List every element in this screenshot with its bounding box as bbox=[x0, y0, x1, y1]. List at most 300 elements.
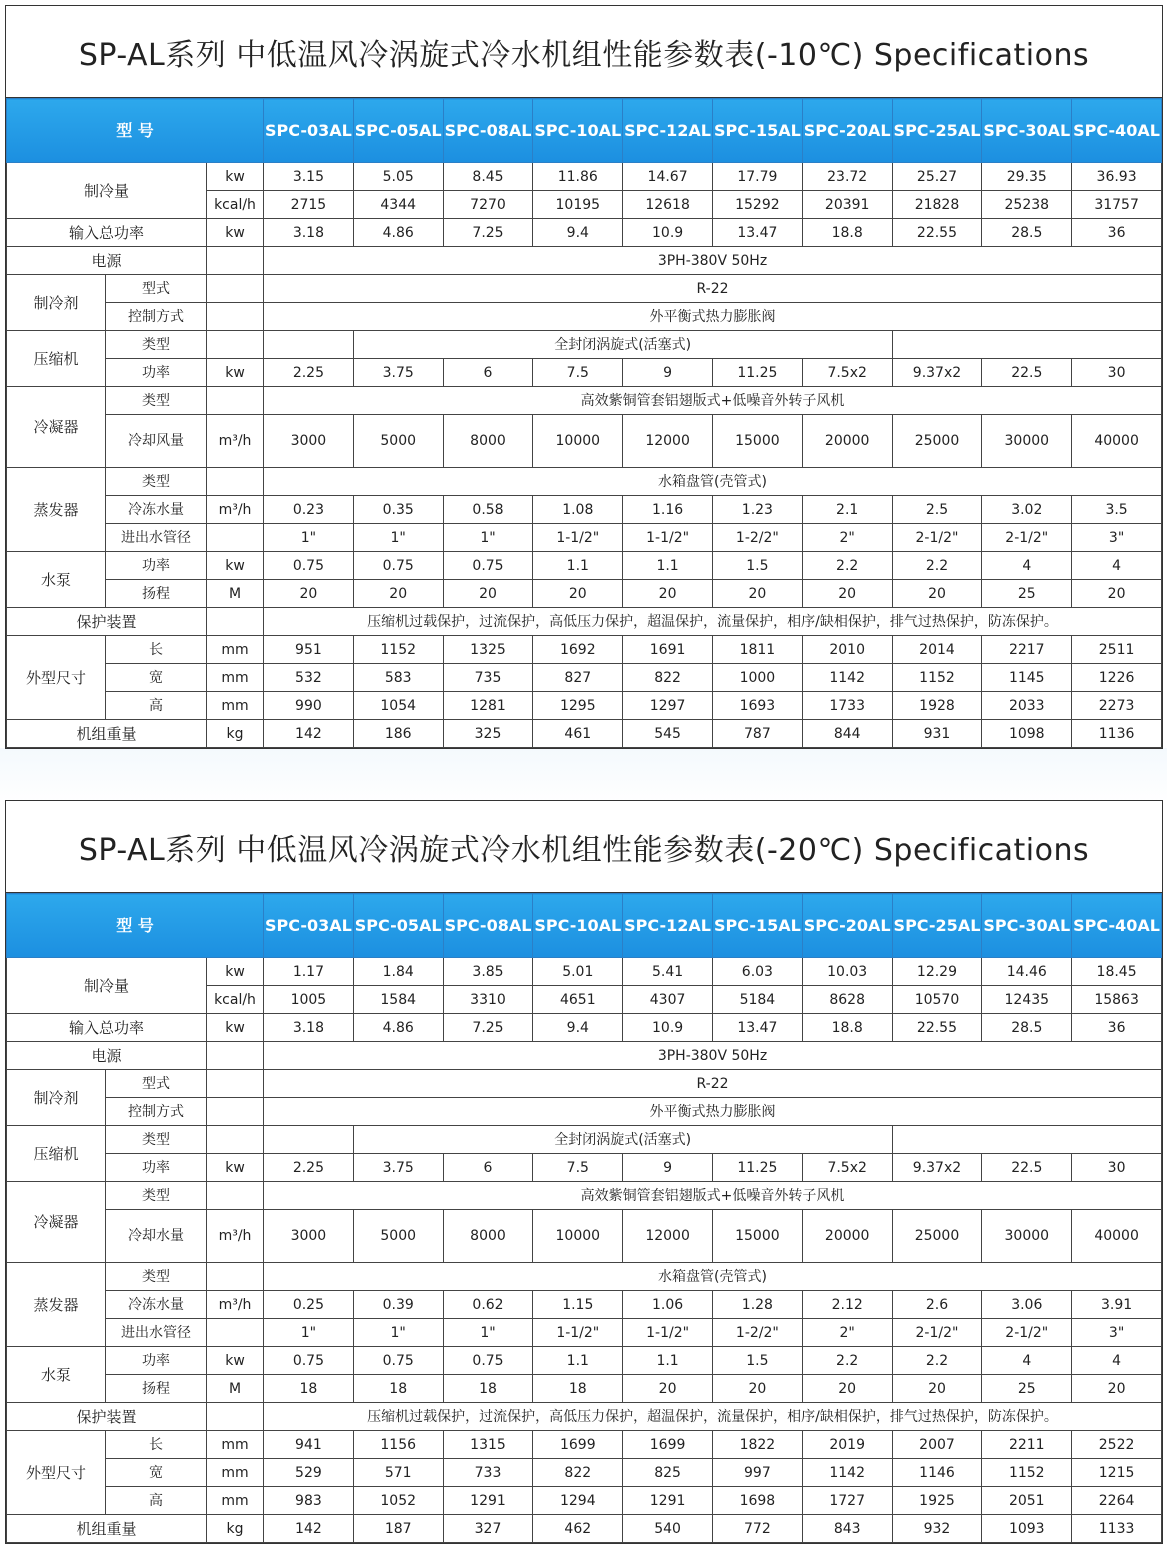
sub-label: 类型 bbox=[106, 331, 207, 359]
value-cell: 9.37x2 bbox=[892, 359, 982, 387]
value-cell: 1-2/2" bbox=[712, 524, 802, 552]
value-cell: 2-1/2" bbox=[982, 524, 1072, 552]
value-cell: 532 bbox=[264, 664, 354, 692]
value-cell: 1-2/2" bbox=[712, 1319, 802, 1347]
value-cell: 1052 bbox=[353, 1487, 443, 1515]
value-cell: 22.5 bbox=[982, 359, 1072, 387]
model-name: SPC-30AL bbox=[982, 99, 1072, 163]
unit-cell bbox=[207, 1263, 264, 1291]
value-cell: 1.28 bbox=[712, 1291, 802, 1319]
value-cell: 1133 bbox=[1072, 1515, 1162, 1543]
weight-row bbox=[7, 720, 1162, 748]
value-cell: 13.47 bbox=[712, 1014, 802, 1042]
value-cell: 2.1 bbox=[802, 496, 892, 524]
value-cell: 9.4 bbox=[533, 219, 623, 247]
value-cell: 2522 bbox=[1072, 1431, 1162, 1459]
value-cell: 1315 bbox=[443, 1431, 533, 1459]
model-name: SPC-03AL bbox=[264, 894, 354, 958]
unit-cell bbox=[207, 387, 264, 415]
sub-label: 长 bbox=[106, 636, 207, 664]
value-cell: 7.5x2 bbox=[802, 359, 892, 387]
value-cell: 3.75 bbox=[353, 1154, 443, 1182]
value-cell: 2.25 bbox=[264, 1154, 354, 1182]
row-label: 压缩机 bbox=[7, 331, 106, 387]
value-cell: 0.58 bbox=[443, 496, 533, 524]
merged-value: 水箱盘管(壳管式) bbox=[264, 1263, 1162, 1291]
value-cell: 1325 bbox=[443, 636, 533, 664]
model-header-label: 型 号 bbox=[7, 99, 264, 163]
value-cell: 1098 bbox=[982, 720, 1072, 748]
value-cell: 20 bbox=[712, 1375, 802, 1403]
unit-cell: kcal/h bbox=[207, 986, 264, 1014]
value-cell: 25000 bbox=[892, 415, 982, 468]
model-name: SPC-12AL bbox=[623, 99, 713, 163]
unit-cell: M bbox=[207, 1375, 264, 1403]
model-name: SPC-40AL bbox=[1072, 894, 1162, 958]
merged-value: 高效紫铜管套铝翅版式+低噪音外转子风机 bbox=[264, 387, 1162, 415]
cooling-kw-row bbox=[7, 163, 1162, 191]
value-cell: 462 bbox=[533, 1515, 623, 1543]
value-cell: 0.75 bbox=[353, 552, 443, 580]
dimension-length-row bbox=[7, 636, 1162, 664]
value-cell: 9 bbox=[623, 1154, 713, 1182]
value-cell: 2019 bbox=[802, 1431, 892, 1459]
model-name: SPC-10AL bbox=[533, 99, 623, 163]
value-cell: 22.55 bbox=[892, 219, 982, 247]
value-cell: 12618 bbox=[623, 191, 713, 219]
value-cell: 18.45 bbox=[1072, 958, 1162, 986]
unit-cell: mm bbox=[207, 1431, 264, 1459]
value-cell: 1146 bbox=[892, 1459, 982, 1487]
model-name: SPC-15AL bbox=[712, 894, 802, 958]
sub-label: 进出水管径 bbox=[106, 1319, 207, 1347]
value-cell: 772 bbox=[712, 1515, 802, 1543]
row-label: 水泵 bbox=[7, 1347, 106, 1403]
value-cell: 1811 bbox=[712, 636, 802, 664]
value-cell: 5000 bbox=[353, 415, 443, 468]
weight-row bbox=[7, 1515, 1162, 1543]
value-cell: 4.86 bbox=[353, 1014, 443, 1042]
value-cell: 7.5 bbox=[533, 359, 623, 387]
merged-value: 全封闭涡旋式(活塞式) bbox=[353, 1126, 892, 1154]
value-cell: 2007 bbox=[892, 1431, 982, 1459]
value-cell: 1699 bbox=[623, 1431, 713, 1459]
value-cell: 1727 bbox=[802, 1487, 892, 1515]
value-cell: 1733 bbox=[802, 692, 892, 720]
value-cell: 1" bbox=[353, 524, 443, 552]
value-cell: 6 bbox=[443, 359, 533, 387]
unit-cell bbox=[207, 247, 264, 275]
sub-label: 冷却风量 bbox=[106, 415, 207, 468]
unit-cell: m³/h bbox=[207, 1210, 264, 1263]
value-cell: 7.5x2 bbox=[802, 1154, 892, 1182]
value-cell: 9.4 bbox=[533, 1014, 623, 1042]
value-cell: 22.55 bbox=[892, 1014, 982, 1042]
value-cell: 1.84 bbox=[353, 958, 443, 986]
row-label: 蒸发器 bbox=[7, 468, 106, 552]
value-cell: 9 bbox=[623, 359, 713, 387]
value-cell: 2033 bbox=[982, 692, 1072, 720]
value-cell: 0.62 bbox=[443, 1291, 533, 1319]
value-cell: 36 bbox=[1072, 219, 1162, 247]
value-cell: 1" bbox=[443, 1319, 533, 1347]
value-cell: 20 bbox=[533, 580, 623, 608]
row-label: 蒸发器 bbox=[7, 1263, 106, 1347]
evaporator-flow-row bbox=[7, 496, 1162, 524]
value-cell: 733 bbox=[443, 1459, 533, 1487]
value-cell: 15000 bbox=[712, 415, 802, 468]
row-label: 外型尺寸 bbox=[7, 636, 106, 720]
value-cell: 20000 bbox=[802, 415, 892, 468]
value-cell: 30000 bbox=[982, 1210, 1072, 1263]
merged-value: R-22 bbox=[264, 1070, 1162, 1098]
model-header-label: 型 号 bbox=[7, 894, 264, 958]
model-name: SPC-08AL bbox=[443, 99, 533, 163]
value-cell: 5.41 bbox=[623, 958, 713, 986]
spec-table bbox=[6, 893, 1162, 1543]
sub-label: 宽 bbox=[106, 1459, 207, 1487]
merged-value: 外平衡式热力膨胀阀 bbox=[264, 303, 1162, 331]
value-cell: 1226 bbox=[1072, 664, 1162, 692]
value-cell: 1295 bbox=[533, 692, 623, 720]
sub-label: 类型 bbox=[106, 1126, 207, 1154]
evaporator-pipe-row bbox=[7, 1319, 1162, 1347]
value-cell: 461 bbox=[533, 720, 623, 748]
value-cell: 3.5 bbox=[1072, 496, 1162, 524]
model-name: SPC-25AL bbox=[892, 894, 982, 958]
compressor-type-row bbox=[7, 1126, 1162, 1154]
value-cell: 142 bbox=[264, 720, 354, 748]
model-name: SPC-20AL bbox=[802, 99, 892, 163]
model-name: SPC-25AL bbox=[892, 99, 982, 163]
value-cell: 1.16 bbox=[623, 496, 713, 524]
value-cell: 20 bbox=[892, 580, 982, 608]
value-cell: 2-1/2" bbox=[892, 524, 982, 552]
value-cell: 951 bbox=[264, 636, 354, 664]
value-cell: 787 bbox=[712, 720, 802, 748]
value-cell: 25 bbox=[982, 580, 1072, 608]
value-cell: 1.1 bbox=[533, 1347, 623, 1375]
unit-cell: m³/h bbox=[207, 496, 264, 524]
value-cell: 10000 bbox=[533, 1210, 623, 1263]
value-cell: 6.03 bbox=[712, 958, 802, 986]
merged-value: R-22 bbox=[264, 275, 1162, 303]
value-cell: 4 bbox=[1072, 1347, 1162, 1375]
sub-label: 扬程 bbox=[106, 1375, 207, 1403]
refrigerant-type-row bbox=[7, 1070, 1162, 1098]
row-label: 制冷剂 bbox=[7, 1070, 106, 1126]
sub-label: 控制方式 bbox=[106, 1098, 207, 1126]
value-cell: 10000 bbox=[533, 415, 623, 468]
value-cell: 28.5 bbox=[982, 219, 1072, 247]
value-cell: 3.18 bbox=[264, 1014, 354, 1042]
row-label: 输入总功率 bbox=[7, 1014, 207, 1042]
value-cell: 1.1 bbox=[623, 552, 713, 580]
value-cell: 1698 bbox=[712, 1487, 802, 1515]
row-label: 电源 bbox=[7, 1042, 207, 1070]
value-cell: 20000 bbox=[802, 1210, 892, 1263]
model-name: SPC-30AL bbox=[982, 894, 1072, 958]
value-cell: 40000 bbox=[1072, 415, 1162, 468]
value-cell: 13.47 bbox=[712, 219, 802, 247]
row-label: 压缩机 bbox=[7, 1126, 106, 1182]
unit-cell: M bbox=[207, 580, 264, 608]
refrigerant-type-row bbox=[7, 275, 1162, 303]
value-cell: 1.1 bbox=[623, 1347, 713, 1375]
merged-value: 压缩机过载保护，过流保护，高低压力保护，超温保护，流量保护，相序/缺相保护，排气过热保护，防冻保护。 bbox=[264, 1403, 1162, 1431]
merged-value: 3PH-380V 50Hz bbox=[264, 247, 1162, 275]
value-cell: 2.6 bbox=[892, 1291, 982, 1319]
value-cell: 12.29 bbox=[892, 958, 982, 986]
value-cell: 18.8 bbox=[802, 219, 892, 247]
value-cell: 1693 bbox=[712, 692, 802, 720]
value-cell: 540 bbox=[623, 1515, 713, 1543]
value-cell: 0.25 bbox=[264, 1291, 354, 1319]
sub-label: 类型 bbox=[106, 1182, 207, 1210]
value-cell: 30 bbox=[1072, 359, 1162, 387]
row-label: 冷凝器 bbox=[7, 1182, 106, 1263]
value-cell: 325 bbox=[443, 720, 533, 748]
pump-head-row bbox=[7, 580, 1162, 608]
unit-cell bbox=[207, 1070, 264, 1098]
value-cell: 7.5 bbox=[533, 1154, 623, 1182]
dimension-length-row bbox=[7, 1431, 1162, 1459]
value-cell: 2273 bbox=[1072, 692, 1162, 720]
value-cell: 18 bbox=[353, 1375, 443, 1403]
pump-head-row bbox=[7, 1375, 1162, 1403]
value-cell: 1291 bbox=[623, 1487, 713, 1515]
value-cell: 2715 bbox=[264, 191, 354, 219]
value-cell: 14.67 bbox=[623, 163, 713, 191]
value-cell: 22.5 bbox=[982, 1154, 1072, 1182]
sub-label: 功率 bbox=[106, 359, 207, 387]
sub-label: 类型 bbox=[106, 1263, 207, 1291]
spec-panel-minus10 bbox=[5, 5, 1163, 749]
value-cell: 844 bbox=[802, 720, 892, 748]
value-cell: 20 bbox=[712, 580, 802, 608]
value-cell: 18 bbox=[264, 1375, 354, 1403]
sub-label: 功率 bbox=[106, 1347, 207, 1375]
value-cell: 3310 bbox=[443, 986, 533, 1014]
unit-cell: kw bbox=[207, 552, 264, 580]
value-cell: 0.75 bbox=[264, 1347, 354, 1375]
unit-cell: mm bbox=[207, 692, 264, 720]
background-band bbox=[0, 748, 1167, 803]
unit-cell: m³/h bbox=[207, 1291, 264, 1319]
unit-cell: kg bbox=[207, 1515, 264, 1543]
value-cell: 2.2 bbox=[892, 1347, 982, 1375]
compressor-power-row bbox=[7, 1154, 1162, 1182]
row-label: 机组重量 bbox=[7, 1515, 207, 1543]
unit-cell bbox=[207, 275, 264, 303]
merged-value: 水箱盘管(壳管式) bbox=[264, 468, 1162, 496]
evaporator-type-row bbox=[7, 468, 1162, 496]
value-cell: 0.75 bbox=[443, 1347, 533, 1375]
value-cell: 1692 bbox=[533, 636, 623, 664]
pump-power-row bbox=[7, 552, 1162, 580]
value-cell: 12435 bbox=[982, 986, 1072, 1014]
value-cell: 20 bbox=[1072, 1375, 1162, 1403]
value-cell: 583 bbox=[353, 664, 443, 692]
value-cell: 1054 bbox=[353, 692, 443, 720]
unit-cell bbox=[207, 1098, 264, 1126]
value-cell: 2014 bbox=[892, 636, 982, 664]
value-cell: 5.05 bbox=[353, 163, 443, 191]
value-cell: 1294 bbox=[533, 1487, 623, 1515]
value-cell: 941 bbox=[264, 1431, 354, 1459]
value-cell: 25.27 bbox=[892, 163, 982, 191]
value-cell: 10.9 bbox=[623, 1014, 713, 1042]
sub-label: 控制方式 bbox=[106, 303, 207, 331]
value-cell: 990 bbox=[264, 692, 354, 720]
value-cell: 20 bbox=[802, 580, 892, 608]
protection-row bbox=[7, 1403, 1162, 1431]
row-label: 外型尺寸 bbox=[7, 1431, 106, 1515]
value-cell: 3.02 bbox=[982, 496, 1072, 524]
power-supply-row bbox=[7, 247, 1162, 275]
model-name: SPC-05AL bbox=[353, 99, 443, 163]
unit-cell: mm bbox=[207, 664, 264, 692]
value-cell: 8.45 bbox=[443, 163, 533, 191]
value-cell: 2.5 bbox=[892, 496, 982, 524]
value-cell: 20 bbox=[802, 1375, 892, 1403]
value-cell: 3000 bbox=[264, 1210, 354, 1263]
unit-cell: kw bbox=[207, 958, 264, 986]
value-cell: 25000 bbox=[892, 1210, 982, 1263]
evaporator-type-row bbox=[7, 1263, 1162, 1291]
value-cell: 30000 bbox=[982, 415, 1072, 468]
value-cell: 20 bbox=[623, 580, 713, 608]
condenser-type-row bbox=[7, 1182, 1162, 1210]
value-cell: 825 bbox=[623, 1459, 713, 1487]
value-cell: 18 bbox=[533, 1375, 623, 1403]
table-title: SP-AL系列 中低温风冷涡旋式冷水机组性能参数表(-20℃) Specifications bbox=[6, 801, 1162, 893]
value-cell: 327 bbox=[443, 1515, 533, 1543]
value-cell: 822 bbox=[533, 1459, 623, 1487]
empty-cell bbox=[264, 331, 354, 359]
value-cell: 0.75 bbox=[353, 1347, 443, 1375]
value-cell: 545 bbox=[623, 720, 713, 748]
value-cell: 1.23 bbox=[712, 496, 802, 524]
value-cell: 1093 bbox=[982, 1515, 1072, 1543]
sub-label: 功率 bbox=[106, 552, 207, 580]
unit-cell bbox=[207, 1182, 264, 1210]
value-cell: 1.17 bbox=[264, 958, 354, 986]
unit-cell bbox=[207, 524, 264, 552]
header-row bbox=[7, 99, 1162, 163]
value-cell: 571 bbox=[353, 1459, 443, 1487]
value-cell: 1925 bbox=[892, 1487, 982, 1515]
value-cell: 10.9 bbox=[623, 219, 713, 247]
value-cell: 3.18 bbox=[264, 219, 354, 247]
value-cell: 1928 bbox=[892, 692, 982, 720]
value-cell: 1.06 bbox=[623, 1291, 713, 1319]
value-cell: 11.25 bbox=[712, 1154, 802, 1182]
value-cell: 25 bbox=[982, 1375, 1072, 1403]
refrigerant-control-row bbox=[7, 1098, 1162, 1126]
value-cell: 822 bbox=[623, 664, 713, 692]
unit-cell: kw bbox=[207, 219, 264, 247]
value-cell: 1156 bbox=[353, 1431, 443, 1459]
sub-label: 进出水管径 bbox=[106, 524, 207, 552]
table-title: SP-AL系列 中低温风冷涡旋式冷水机组性能参数表(-10℃) Specifications bbox=[6, 6, 1162, 98]
value-cell: 4344 bbox=[353, 191, 443, 219]
value-cell: 20 bbox=[623, 1375, 713, 1403]
empty-cell bbox=[892, 1126, 1161, 1154]
row-label: 输入总功率 bbox=[7, 219, 207, 247]
compressor-power-row bbox=[7, 359, 1162, 387]
value-cell: 1005 bbox=[264, 986, 354, 1014]
value-cell: 997 bbox=[712, 1459, 802, 1487]
value-cell: 932 bbox=[892, 1515, 982, 1543]
value-cell: 3.91 bbox=[1072, 1291, 1162, 1319]
unit-cell bbox=[207, 1403, 264, 1431]
power-supply-row bbox=[7, 1042, 1162, 1070]
row-label: 制冷剂 bbox=[7, 275, 106, 331]
value-cell: 2.2 bbox=[802, 552, 892, 580]
sub-label: 类型 bbox=[106, 387, 207, 415]
value-cell: 3.06 bbox=[982, 1291, 1072, 1319]
value-cell: 5.01 bbox=[533, 958, 623, 986]
unit-cell: kg bbox=[207, 720, 264, 748]
value-cell: 15000 bbox=[712, 1210, 802, 1263]
value-cell: 529 bbox=[264, 1459, 354, 1487]
value-cell: 2" bbox=[802, 524, 892, 552]
sub-label: 扬程 bbox=[106, 580, 207, 608]
header-row bbox=[7, 894, 1162, 958]
model-name: SPC-40AL bbox=[1072, 99, 1162, 163]
unit-cell bbox=[207, 303, 264, 331]
value-cell: 1297 bbox=[623, 692, 713, 720]
input-power-row bbox=[7, 219, 1162, 247]
sub-label: 型式 bbox=[106, 1070, 207, 1098]
value-cell: 6 bbox=[443, 1154, 533, 1182]
model-name: SPC-08AL bbox=[443, 894, 533, 958]
value-cell: 1.08 bbox=[533, 496, 623, 524]
sub-label: 功率 bbox=[106, 1154, 207, 1182]
sub-label: 高 bbox=[106, 1487, 207, 1515]
value-cell: 1152 bbox=[892, 664, 982, 692]
value-cell: 1000 bbox=[712, 664, 802, 692]
evaporator-flow-row bbox=[7, 1291, 1162, 1319]
merged-value: 全封闭涡旋式(活塞式) bbox=[353, 331, 892, 359]
value-cell: 2051 bbox=[982, 1487, 1072, 1515]
value-cell: 1" bbox=[264, 524, 354, 552]
dimension-width-row bbox=[7, 1459, 1162, 1487]
value-cell: 1" bbox=[264, 1319, 354, 1347]
value-cell: 2211 bbox=[982, 1431, 1072, 1459]
protection-row bbox=[7, 608, 1162, 636]
value-cell: 2.25 bbox=[264, 359, 354, 387]
sub-label: 型式 bbox=[106, 275, 207, 303]
value-cell: 20391 bbox=[802, 191, 892, 219]
value-cell: 1291 bbox=[443, 1487, 533, 1515]
refrigerant-control-row bbox=[7, 303, 1162, 331]
unit-cell bbox=[207, 331, 264, 359]
unit-cell: kw bbox=[207, 359, 264, 387]
value-cell: 12000 bbox=[623, 1210, 713, 1263]
value-cell: 2010 bbox=[802, 636, 892, 664]
value-cell: 15292 bbox=[712, 191, 802, 219]
value-cell: 1145 bbox=[982, 664, 1072, 692]
value-cell: 30 bbox=[1072, 1154, 1162, 1182]
value-cell: 0.35 bbox=[353, 496, 443, 524]
value-cell: 4.86 bbox=[353, 219, 443, 247]
value-cell: 1699 bbox=[533, 1431, 623, 1459]
value-cell: 36.93 bbox=[1072, 163, 1162, 191]
value-cell: 2-1/2" bbox=[892, 1319, 982, 1347]
value-cell: 4651 bbox=[533, 986, 623, 1014]
